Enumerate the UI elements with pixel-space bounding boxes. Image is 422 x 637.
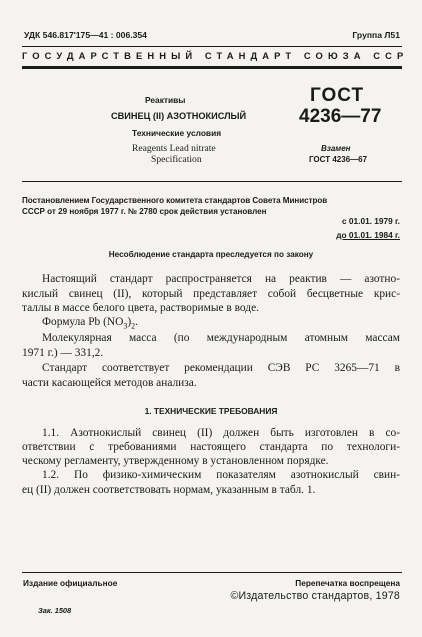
intro-paragraph-cont (22, 287, 400, 302)
document-title: СВИНЕЦ (II) АЗОТНОКИСЛЫЙ (111, 111, 247, 121)
formula-paren: ) (127, 316, 132, 328)
replaces-value: ГОСТ 4236—67 (309, 155, 368, 164)
intro-line-1: Настоящий стандарт распространяется на реактив — азотно- (42, 273, 400, 285)
gost-number: 4236—77 (299, 106, 382, 127)
title-block-rule (22, 181, 402, 182)
standard-compliance-wrap (42, 361, 400, 376)
clause-1-1-line3-wrap (22, 454, 329, 469)
clause-1-1-line2: ответствии с требованиями настоящего стандарта по технологи- (22, 441, 400, 453)
clause-1-1-wrap (42, 426, 400, 441)
title-english-line2: Specification (151, 154, 202, 165)
molecular-mass-line2-wrap (22, 346, 103, 361)
replaces-label: Взамен (321, 144, 351, 153)
intro-paragraph (42, 272, 400, 287)
effective-from-date: с 01.01. 1979 г. (342, 216, 400, 226)
formula-subscript-2: 2 (131, 321, 136, 331)
standard-compliance-line1: Стандарт соответствует рекомендации СЭВ РС 3265—71 в (42, 362, 400, 374)
formula-dot: . (135, 316, 138, 328)
footer-rule (22, 572, 402, 573)
law-warning: Несоблюдение стандарта преследуется по закону (108, 250, 314, 259)
standard-compliance-line2-wrap (22, 376, 197, 391)
order-number: Зак. 1508 (38, 606, 72, 615)
standard-compliance-line2: части касающейся методов анализа. (22, 377, 197, 389)
header-rule-bottom (22, 66, 402, 69)
effective-to-date: до 01.01. 1984 г. (336, 230, 400, 240)
gost-label: ГОСТ (310, 85, 365, 106)
title-english-line1: Reagents Lead nitrate (132, 143, 216, 154)
section-heading: 1. ТЕХНИЧЕСКИЕ ТРЕБОВАНИЯ (144, 406, 278, 416)
category-label: Реактивы (145, 95, 186, 105)
clause-1-1-line1: 1.1. Азотнокислый свинец (II) должен быть изготовлен в со- (42, 427, 400, 439)
standard-banner: ГОСУДАРСТВЕННЫЙ СТАНДАРТ СОЮЗА ССР (22, 50, 409, 61)
molecular-mass-line2: 1971 г.) — 331,2. (22, 347, 104, 359)
intro-line-3-wrap (22, 301, 259, 316)
clause-1-1-line2-wrap (22, 440, 400, 455)
group-code: Группа Л51 (352, 30, 400, 40)
reprint-notice: Перепечатка воспрещена (295, 578, 400, 588)
clause-1-1-line3: ческому регламенту, утвержденному в установленном порядке. (22, 455, 329, 467)
molecular-mass-wrap (42, 331, 400, 346)
clause-1-2-line2: ец (II) должен соответствовать нормам, указанным в табл. 1. (22, 484, 316, 496)
decree-line2: СССР от 29 ноября 1977 г. № 2780 срок действия установлен (22, 207, 267, 216)
formula-subscript-3: 3 (123, 321, 128, 331)
intro-line-3: таллы в массе белого цвета, растворимые в воде. (22, 302, 259, 314)
decree-line1: Постановлением Государственного комитета стандартов Совета Министров (22, 196, 328, 205)
intro-line-2: кислый свинец (II), который представляет собой бесцветные крис- (22, 288, 400, 300)
clause-1-2-wrap (42, 468, 400, 483)
document-subtitle: Технические условия (132, 128, 222, 138)
header-rule-top (22, 46, 402, 47)
copyright-notice: ©Издательство стандартов, 1978 (230, 590, 400, 602)
molecular-mass-line1: Молекулярная масса (по международным атомным массам (42, 332, 400, 344)
clause-1-2-line1: 1.2. По физико-химическим показателям азотнокислый свин- (42, 469, 400, 481)
official-edition-label: Издание официальное (23, 578, 118, 588)
clause-1-2-line2-wrap (22, 483, 315, 498)
formula-text: Формула Pb (NO (42, 316, 124, 328)
udk-code: УДК 546.817'175—41 : 006.354 (24, 30, 147, 40)
